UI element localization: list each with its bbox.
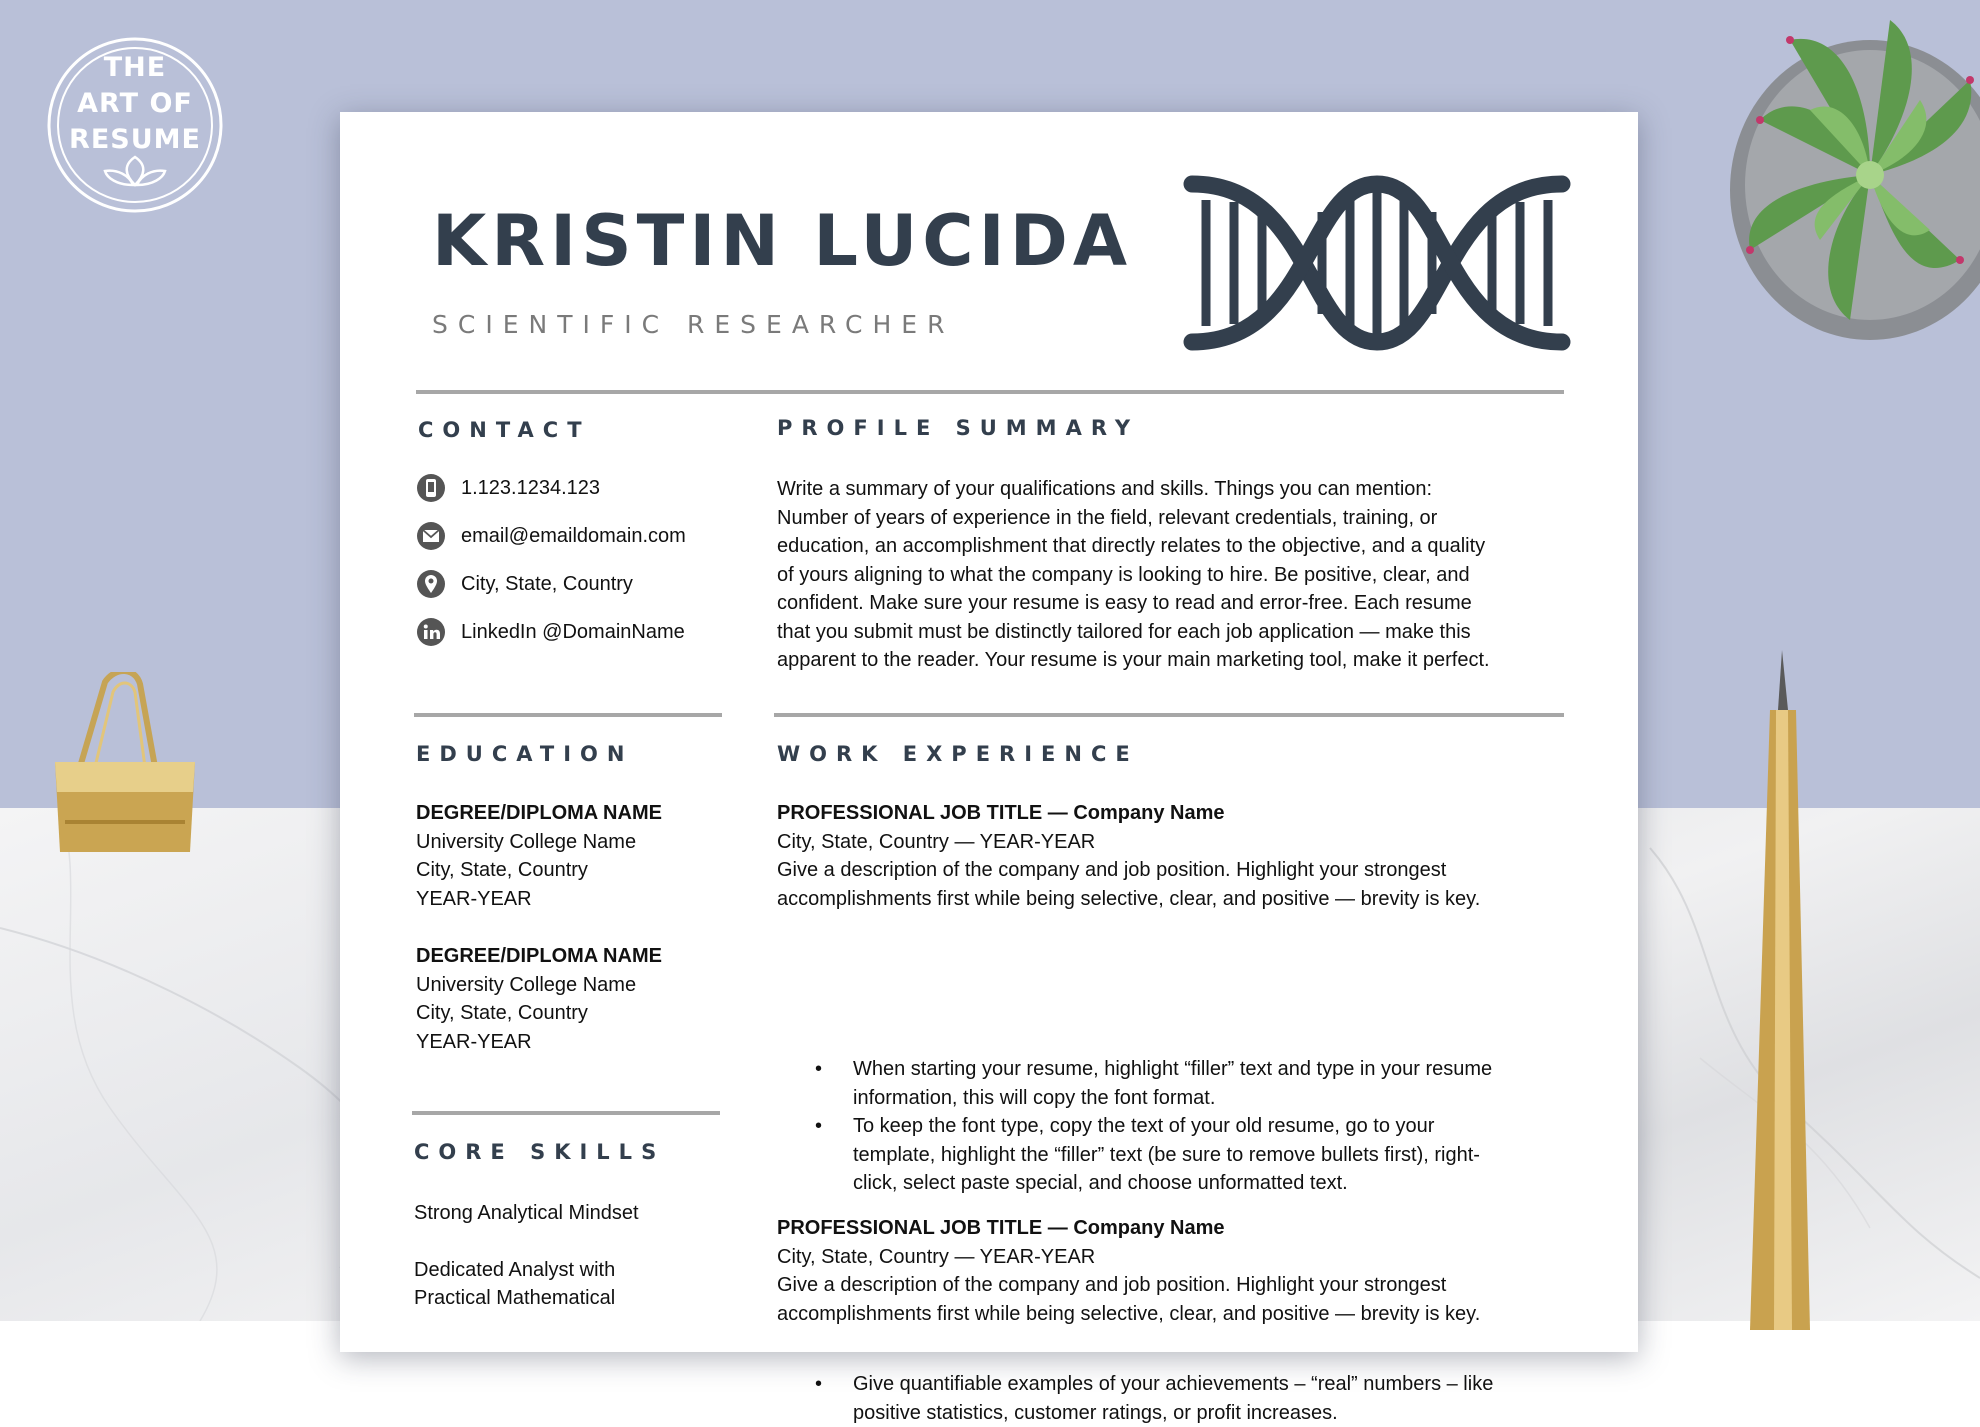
logo-text (45, 50, 225, 158)
contact-phone-text: 1.123.1234.123 (461, 477, 600, 500)
education-years: YEAR-YEAR (416, 885, 716, 914)
contact-phone (416, 472, 600, 504)
bullet-item (777, 1112, 1577, 1198)
bullet-line: • Give quantifiable examples of your achievements – “real” numbers – like (853, 1370, 1577, 1399)
job-description: accomplishments first while being selective, clear, and positive — brevity is key. (777, 1300, 1577, 1329)
profile-line: Write a summary of your qualifications and skills. Things you can mention: (777, 475, 1577, 504)
logo-line-3: RESUME (45, 122, 225, 158)
skills-divider (412, 1111, 720, 1115)
job-title: PROFESSIONAL JOB TITLE — Company Name (777, 1214, 1577, 1243)
contact-location (416, 568, 633, 600)
header-divider (416, 390, 1564, 394)
candidate-title: SCIENTIFIC RESEARCHER (432, 310, 954, 339)
contact-email-text: email@emaildomain.com (461, 525, 686, 548)
skills-list (414, 1199, 714, 1313)
profile-summary (777, 475, 1577, 675)
contact-heading: CONTACT (418, 418, 591, 442)
contact-linkedin (416, 616, 685, 648)
job-2-bullets (777, 1370, 1577, 1427)
profile-line: of yours aligning to what the company is looking to hire. Be positive, clear, and (777, 561, 1577, 590)
profile-heading: PROFILE SUMMARY (777, 416, 1139, 440)
contact-email (416, 520, 686, 552)
skills-heading: CORE SKILLS (414, 1140, 665, 1164)
bullet-item (777, 1055, 1577, 1112)
dna-icon (1182, 174, 1572, 354)
job-meta: City, State, Country — YEAR-YEAR (777, 828, 1577, 857)
job-meta: City, State, Country — YEAR-YEAR (777, 1243, 1577, 1272)
education-entry-2 (416, 942, 716, 1056)
education-location: City, State, Country (416, 856, 716, 885)
bullet-item (777, 1370, 1577, 1427)
bullet-line: • To keep the font type, copy the text of your old resume, go to your (853, 1112, 1577, 1141)
linkedin-icon (416, 617, 446, 647)
education-heading: EDUCATION (416, 742, 633, 766)
bullet-line: positive statistics, customer ratings, or profit increases. (853, 1399, 1577, 1427)
bullet-line: • When starting your resume, highlight “filler” text and type in your resume (853, 1055, 1577, 1084)
bullet-line: information, this will copy the font format. (853, 1084, 1577, 1113)
education-degree: DEGREE/DIPLOMA NAME (416, 799, 716, 828)
job-description: Give a description of the company and job position. Highlight your strongest (777, 856, 1577, 885)
contact-linkedin-text: LinkedIn @DomainName (461, 621, 685, 644)
job-description: Give a description of the company and job position. Highlight your strongest (777, 1271, 1577, 1300)
contact-location-text: City, State, Country (461, 573, 633, 596)
profile-line: apparent to the reader. Your resume is your main marketing tool, make it perfect. (777, 646, 1577, 675)
logo-line-2: ART OF (45, 86, 225, 122)
education-location: City, State, Country (416, 999, 716, 1028)
job-title: PROFESSIONAL JOB TITLE — Company Name (777, 799, 1577, 828)
job-2 (777, 1214, 1577, 1328)
skill-item: Dedicated Analyst with (414, 1256, 714, 1285)
education-degree: DEGREE/DIPLOMA NAME (416, 942, 716, 971)
skill-item: Strong Analytical Mindset (414, 1199, 714, 1228)
education-years: YEAR-YEAR (416, 1028, 716, 1057)
resume-page (340, 112, 1638, 1352)
education-divider (414, 713, 722, 717)
skill-item: Practical Mathematical (414, 1284, 714, 1313)
profile-line: education, an accomplishment that directly relates to the objective, and a quality (777, 532, 1577, 561)
education-school: University College Name (416, 828, 716, 857)
education-school: University College Name (416, 971, 716, 1000)
gold-pen (1730, 650, 1820, 1330)
profile-line: that you submit must be distinctly tailored for each job application — make this (777, 618, 1577, 647)
work-divider (774, 713, 1564, 717)
job-description: accomplishments first while being selective, clear, and positive — brevity is key. (777, 885, 1577, 914)
profile-line: Number of years of experience in the field, relevant credentials, training, or (777, 504, 1577, 533)
location-icon (416, 569, 446, 599)
job-1-bullets (777, 1055, 1577, 1198)
succulent-plant (1720, 0, 1980, 360)
job-1 (777, 799, 1577, 913)
logo-line-1: THE (45, 50, 225, 86)
binder-clip (45, 672, 205, 872)
education-entry-1 (416, 799, 716, 913)
phone-icon (416, 473, 446, 503)
work-heading: WORK EXPERIENCE (777, 742, 1139, 766)
bullet-line: template, highlight the “filler” text (be sure to remove bullets first), right- (853, 1141, 1577, 1170)
email-icon (416, 521, 446, 551)
candidate-name: KRISTIN LUCIDA (432, 200, 1132, 282)
profile-line: confident. Make sure your resume is easy to read and error-free. Each resume (777, 589, 1577, 618)
bullet-line: click, select paste special, and choose unformatted text. (853, 1169, 1577, 1198)
